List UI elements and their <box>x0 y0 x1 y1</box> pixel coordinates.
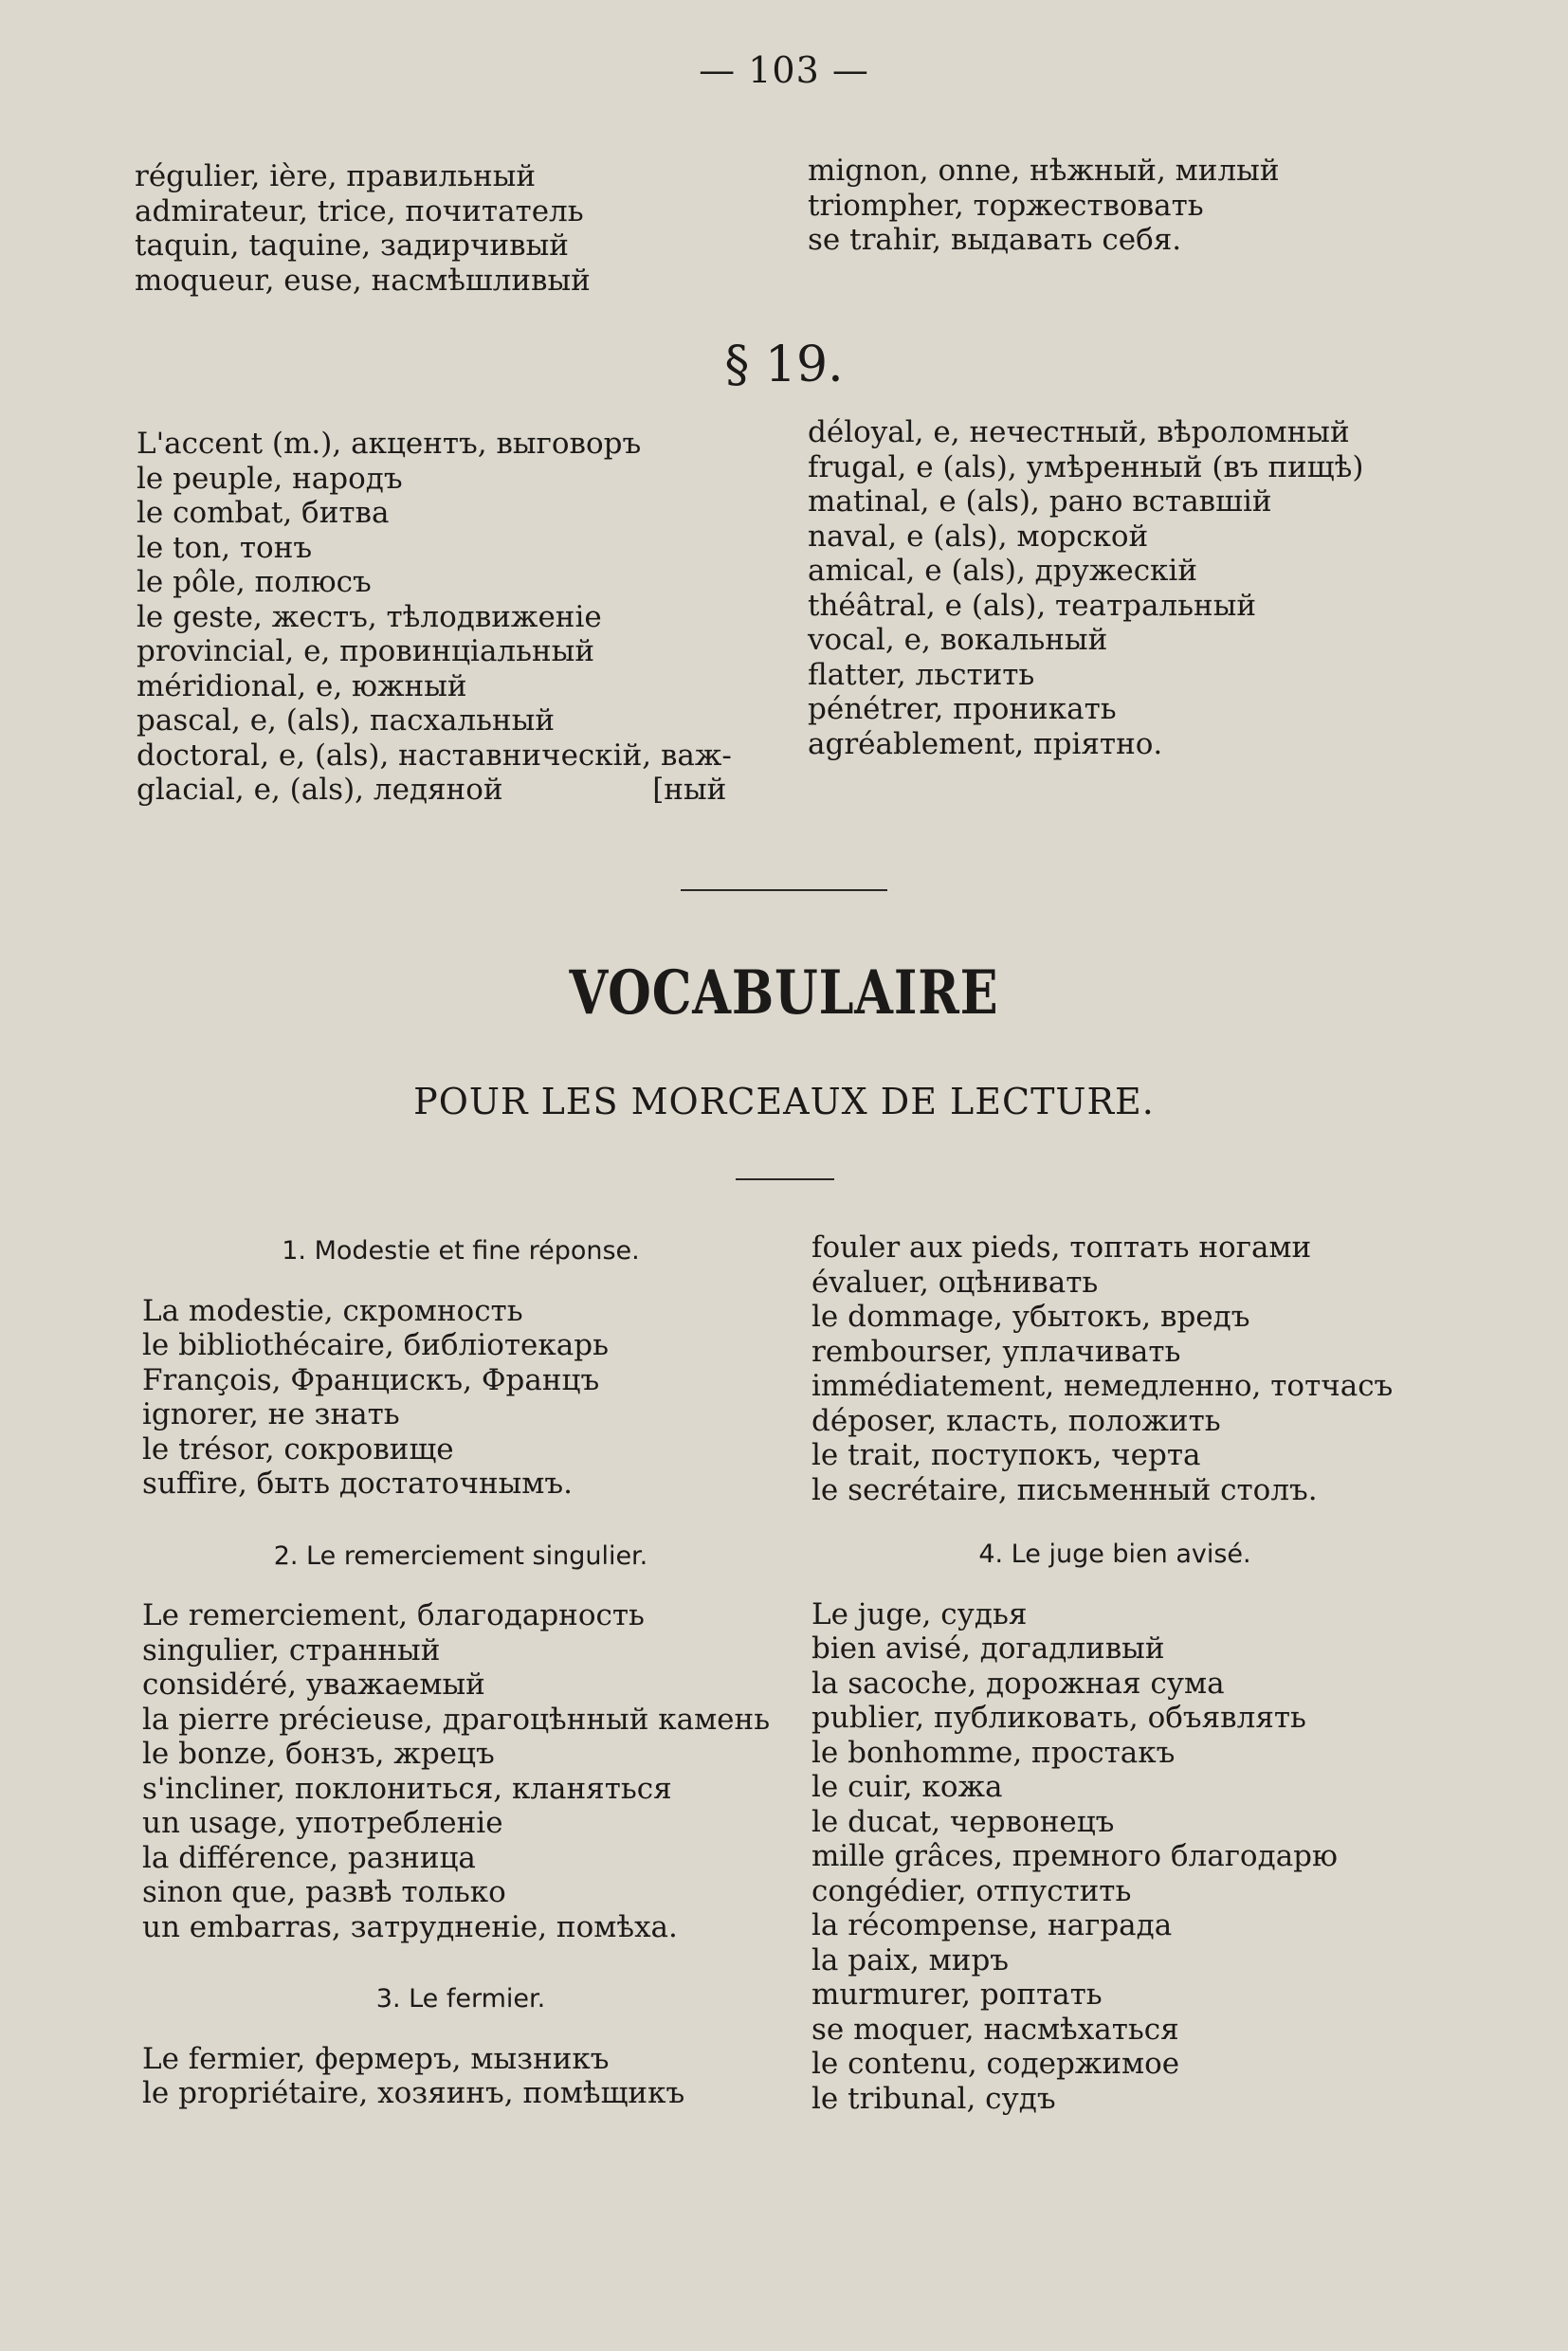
vocab-line: François, Францискъ, Францъ <box>142 1362 600 1397</box>
vocab-line: le bibliothécaire, библіотекарь <box>142 1328 609 1362</box>
vocab-line: le cuir, кожа <box>811 1770 1003 1804</box>
divider-rule-small <box>736 1178 834 1180</box>
vocab-line: flatter, льстить <box>808 657 1035 692</box>
vocab-line: vocal, e, вокальный <box>808 623 1108 657</box>
vocab-line: le trait, поступокъ, черта <box>811 1438 1201 1472</box>
section-heading: § 19. <box>724 337 844 393</box>
vocab-line: le secrétaire, письменный столъ. <box>811 1472 1318 1507</box>
vocab-line: le bonze, бонзъ, жрецъ <box>142 1737 495 1771</box>
lesson-heading: 3. Le fermier. <box>375 1984 546 2014</box>
vocab-line: congédier, отпустить <box>811 1873 1132 1908</box>
vocab-line: la sacoche, дорожная сума <box>811 1666 1225 1701</box>
s19-left-column <box>137 427 732 808</box>
vocab-line: se trahir, выдавать себя. <box>808 223 1182 257</box>
vocab-line: agréablement, пріятно. <box>808 726 1163 761</box>
vocab-line: taquin, taquine, задирчивый <box>135 228 569 263</box>
vocab-line: évaluer, оцѣнивать <box>811 1265 1099 1300</box>
vocab-line: glacial, e, (als), ледяной [ный <box>137 773 727 807</box>
vocab-line: le tribunal, судъ <box>811 2081 1056 2116</box>
vocab-line: Le fermier, фермеръ, мызникъ <box>142 2041 610 2076</box>
vocab-line: la récompense, награда <box>811 1908 1173 1942</box>
vocab-line: murmurer, роптать <box>811 1977 1103 2012</box>
vocab-line: frugal, e (als), умѣренный (въ пищѣ) <box>808 449 1364 484</box>
lesson-heading: 4. Le juge bien avisé. <box>978 1540 1251 1569</box>
vocab-line: le ton, тонъ <box>137 530 313 565</box>
vocab-line: suffire, быть достаточнымъ. <box>142 1467 573 1501</box>
page-number: — 103 — <box>699 49 869 91</box>
top-left-column <box>135 159 591 298</box>
vocab-line: immédiatement, немедленно, тотчасъ <box>811 1369 1394 1403</box>
vocab-line: le combat, битва <box>137 496 390 530</box>
vocab-line: rembourser, уплачивать <box>811 1334 1181 1369</box>
vocab-line: le dommage, убытокъ, вредъ <box>811 1300 1250 1334</box>
vocab-line: matinal, e (als), рано вставшій <box>808 484 1272 519</box>
vocab-line: un embarras, затрудненіе, помѣха. <box>142 1909 678 1944</box>
vocab-line: le geste, жестъ, тѣлодвиженіе <box>137 599 602 634</box>
vocab-line: singulier, странный <box>142 1632 441 1668</box>
vocab-line: moqueur, euse, насмѣшливый <box>135 263 591 298</box>
vocab-line: La modestie, скромность <box>142 1293 523 1328</box>
vocab-line: le pôle, полюсъ <box>137 565 372 599</box>
vocab-line: fouler aux pieds, топтать ногами <box>811 1230 1312 1265</box>
vocab-line: la différence, разница <box>142 1840 476 1875</box>
vocab-line: se moquer, насмѣхаться <box>811 2012 1179 2047</box>
vocab-line: amical, e (als), дружескій <box>808 554 1198 588</box>
divider-rule <box>681 889 887 891</box>
vocabulary-title: VOCABULAIRE <box>569 957 999 1029</box>
vocab-line: la pierre précieuse, драгоцѣнный камень <box>142 1702 771 1737</box>
vocab-line: considéré, уважаемый <box>142 1668 485 1702</box>
vocab-line: théâtral, e (als), театральный <box>808 588 1257 623</box>
vocab-line: L'accent (m.), акцентъ, выговоръ <box>137 427 642 461</box>
vocabulary-subtitle: POUR LES MORCEAUX DE LECTURE. <box>413 1081 1155 1122</box>
vocab-line: le trésor, сокровище <box>142 1431 454 1467</box>
vocab-line: sinon que, развѣ только <box>142 1875 506 1909</box>
lesson-heading: 1. Modestie et fine réponse. <box>282 1236 640 1266</box>
vocab-line: admirateur, trice, почитатель <box>135 193 584 228</box>
lesson-heading: 2. Le remerciement singulier. <box>273 1540 648 1571</box>
vocab-line: Le remerciement, благодарность <box>142 1598 645 1632</box>
vocab-line: déloyal, e, нечестный, вѣроломный <box>808 415 1350 449</box>
lessons-right-column <box>811 1230 1418 2116</box>
lessons-left-column <box>142 1234 779 2111</box>
vocab-line: s'incliner, поклониться, кланяться <box>142 1771 672 1806</box>
vocab-line: publier, публиковать, объявлять <box>811 1701 1306 1735</box>
top-right-column <box>808 154 1279 258</box>
vocab-line: le ducat, червонецъ <box>811 1804 1115 1839</box>
vocab-line: le contenu, содержимое <box>811 2047 1180 2081</box>
vocab-line: le propriétaire, хозяинъ, помѣщикъ <box>142 2076 685 2110</box>
vocab-line: déposer, класть, положить <box>811 1403 1221 1438</box>
vocab-line: le peuple, народъ <box>137 461 403 496</box>
vocab-line: un usage, употребленіе <box>142 1806 503 1840</box>
vocab-line: méridional, e, южный <box>137 668 467 703</box>
vocab-line: mille grâces, премного благодарю <box>811 1839 1339 1873</box>
vocab-line: mignon, onne, нѣжный, милый <box>808 154 1280 188</box>
vocab-line: triompher, торжествовать <box>808 188 1204 223</box>
vocab-line: naval, e (als), морской <box>808 519 1149 554</box>
vocab-line: le bonhomme, простакъ <box>811 1735 1176 1770</box>
vocab-line: ignorer, не знать <box>142 1397 400 1431</box>
vocab-line: provincial, e, провинціальный <box>137 634 594 668</box>
vocab-line: régulier, ière, правильный <box>135 159 537 193</box>
vocab-line: doctoral, e, (als), наставническій, важ- <box>137 738 732 773</box>
vocab-line: pénétrer, проникать <box>808 692 1117 726</box>
s19-right-column <box>808 415 1363 761</box>
vocab-line: Le juge, судья <box>811 1596 1028 1631</box>
vocab-line: la paix, миръ <box>811 1942 1010 1977</box>
vocab-line: bien avisé, догадливый <box>811 1631 1165 1666</box>
vocab-line: pascal, e, (als), пасхальный <box>137 703 555 738</box>
